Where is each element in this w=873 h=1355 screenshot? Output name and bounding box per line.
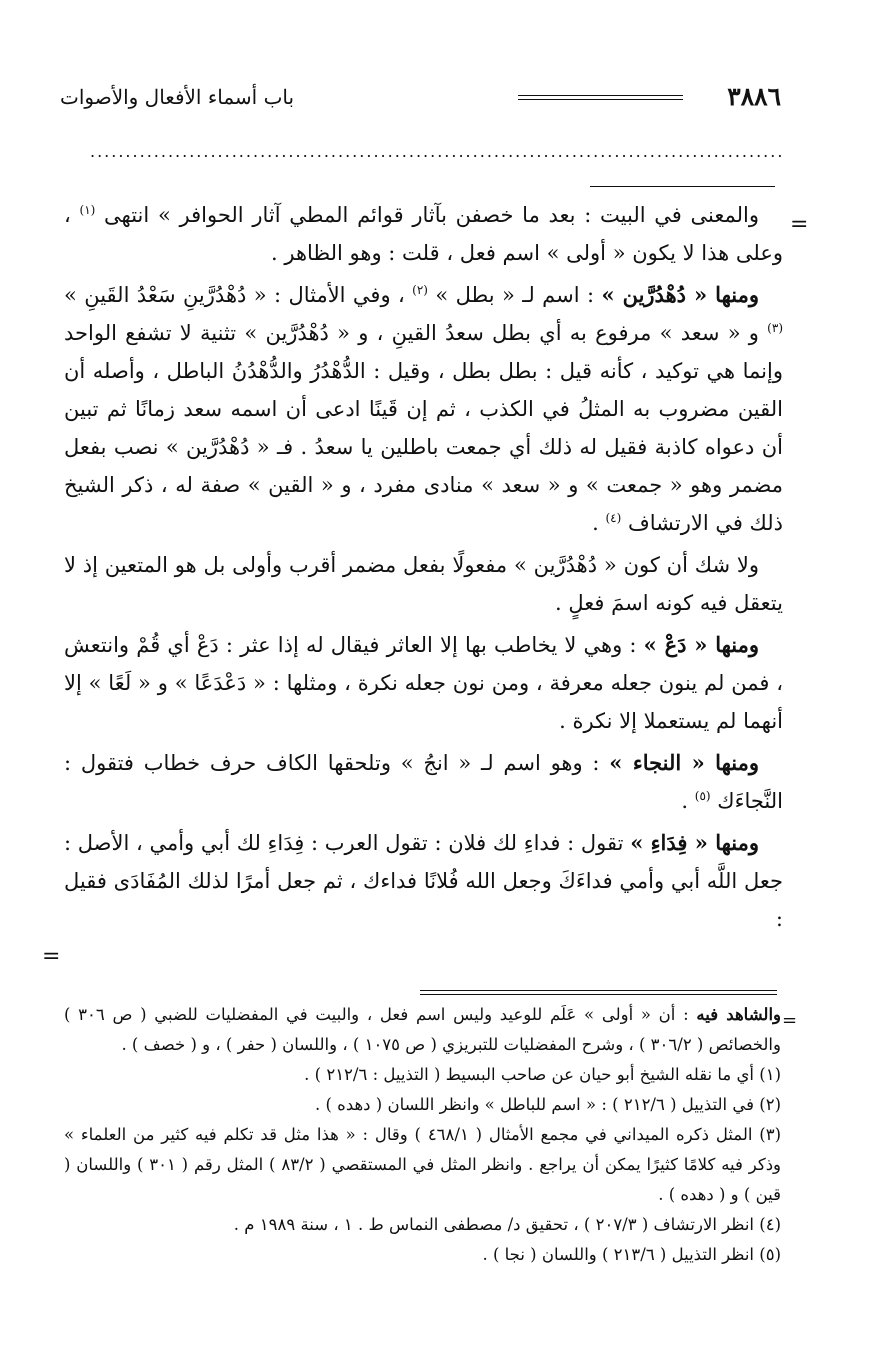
footnote-1: (١) أي ما نقله الشيخ أبو حيان عن صاحب البسيط ( التذييل : ٢١٢/٦ ) .: [304, 1065, 781, 1084]
entry-heading: ومنها « دَعْ »: [643, 632, 759, 657]
paragraph-1: والمعنى في البيت : بعد ما خصفن بآثار قوائم المطي آثار الحوافر » انتهى $^{(١)}$ ، وعلى هذا لا يكون « أولى » اسم فعل ، قلت : وهو الظاهر .: [64, 203, 783, 265]
footnote-3: (٣) المثل ذكره الميداني في مجمع الأمثال ( ٤٦٨/١ ) وقال : « هذا مثل قد تكلم فيه كثير من العلماء » وذكر فيه كلامًا كثيرًا يمكن أن يراجع . وانظر المثل في المستقصي ( ٨٣/٢ ) المثل رقم ( ٣٠١ ) واللسان ( قين ) و ( دهده ) .: [64, 1125, 782, 1204]
paragraph-2: ومنها « دُهْدُرَّين » : اسم لـ « بطل » $^{(٢)}$ ، وفي الأمثال : « دُهْدُرَّينِ سَعْدُ القَينِ » $^{(٣)}$ و « سعد » مرفوع به أي بطل سعدُ القينِ ، و « دُهْدُرَّين » تثنية لا تشفع الواحد وإنما هي توكيد ، كأنه قيل : بطل بطل ، وقيل : الدُّهْدُرُ والدُّهْدُنُ الباطل ، وأصله أن القين مضروب به المثلُ في الكذب ، ثم إن قَينًا ادعى أن اسمه سعد زمانًا ثم تبين أن دعواه كاذبة فقيل له ذلك أي جمعت باطلين يا سعدُ . فـ « دُهْدُرَّين » نصب بفعل مضمر وهو « جمعت » و « سعد » منادى مفرد ، و « القين » صفة له ، ذكر الشيخ ذلك في الارتشاف $^{(٤)}$ .: [64, 282, 783, 535]
entry-heading: ومنها « دُهْدُرَّين »: [601, 282, 759, 307]
entry-heading: ومنها « النجاء »: [609, 750, 759, 775]
text-rule: [590, 186, 775, 187]
footnote-ref-5: (٥): [694, 789, 711, 803]
paragraph-5: ومنها « النجاء » : وهو اسم لـ « انجُ » وتلحقها الكاف حرف خطاب فتقول : النَّجاءَك $^{(٥)}$ .: [64, 750, 783, 813]
footnote-continued: والشاهد فيه : أن « أولى » عَلَم للوعيد وليس اسم فعل ، والبيت في المفضليات للضبي ( ص ٣٠٦ ) والخصائص ( ٣٠٦/٢ ) ، وشرح المفضليات للتبريزي ( ص ١٠٧٥ ) ، واللسان ( حفر ) ، و ( خصف ) .: [64, 1005, 781, 1054]
footnote-4: (٤) انظر الارتشاف ( ٢٠٧/٣ ) ، تحقيق د/ مصطفى النماس ط . ١ ، سنة ١٩٨٩ م .: [233, 1215, 781, 1234]
footnote-2: (٢) في التذييل ( ٢١٢/٦ ) : « اسم للباطل » وانظر اللسان ( دهده ) .: [315, 1095, 781, 1114]
paragraph-4: ومنها « دَعْ » : وهي لا يخاطب بها إلا العاثر فيقال له إذا عثر : دَعْ أي قُمْ وانتعش ، فمن لم ينون جعله معرفة ، ومن نون جعله نكرة ، ومثلها : « دَعْدَعًا » و « لَعًا » إلا أنهما لم يستعملا إلا نكرة .: [64, 632, 783, 733]
paragraph-6: ومنها « فِدَاءِ » تقول : فداءِ لك فلان : تقول العرب : فِدَاءِ لك أبي وأمي ، الأصل : جعل اللَّه أبي وأمي فداءَكَ وجعل الله فُلانًا فداءك ، ثم جعل أمرًا لذلك المُفَادَى فقيل :: [64, 830, 783, 931]
continuation-mark-top: =: [790, 212, 809, 237]
footnote-ref-3: (٣): [767, 321, 783, 335]
continuation-mark-footnote: =: [782, 1010, 798, 1031]
footnote-ref-1: (١): [79, 203, 96, 217]
footnote-5: (٥) انظر التذييل ( ٢١٣/٦ ) واللسان ( نجا ) .: [482, 1245, 781, 1264]
entry-heading: ومنها « فِدَاءِ »: [630, 830, 759, 855]
continuation-mark-bottom: =: [42, 944, 61, 969]
footnote-ref-2: (٢): [412, 283, 428, 297]
running-header: [60, 80, 781, 114]
footnote-ref-4: (٤): [605, 511, 622, 525]
footnotes: [64, 1000, 781, 1270]
dotted-separator: [90, 142, 781, 161]
footnote-rule: [420, 990, 777, 995]
chapter-title: باب أسماء الأفعال والأصوات: [60, 85, 295, 109]
header-rule: [518, 95, 683, 100]
page-number: ٣٨٨٦: [727, 82, 781, 111]
main-text: [64, 196, 783, 942]
paragraph-3: ولا شك أن كون « دُهْدُرَّين » مفعولًا بفعل مضمر أقرب وأولى بل هو المتعين إذ لا يتعقل فيه كونه اسمَ فعلٍ .: [64, 553, 783, 615]
